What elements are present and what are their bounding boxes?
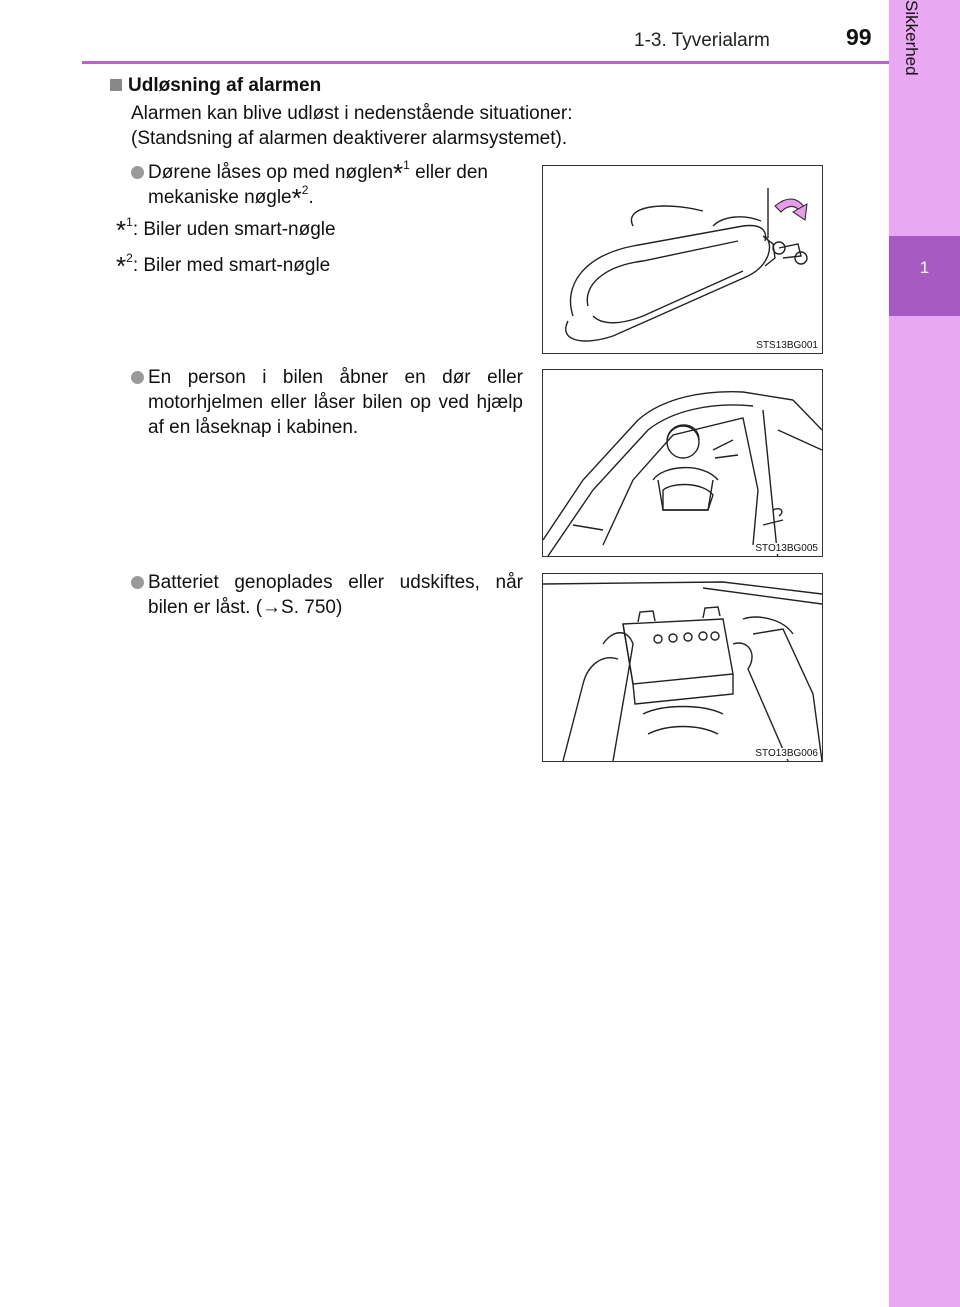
bullet-text: Dørene låses op med nøglen [148,162,394,183]
footnote-text: : Biler uden smart-nøgle [132,219,336,240]
figure-door-handle [542,165,823,354]
footnote-number: 2 [126,251,133,265]
car-interior-illustration [543,370,822,556]
bullet-text [131,570,523,620]
arrow-right-icon: → [262,597,282,618]
footnote-star: * [393,158,404,188]
round-bullet-icon [131,576,144,589]
subsection-heading [110,75,321,97]
bullet-item-battery [131,570,523,620]
bullet-text: mekaniske nøgle [148,187,292,208]
door-handle-illustration [543,166,822,353]
figure-code: STS13BG001 [756,340,818,351]
footnote-2 [116,251,331,281]
footnote-ref: 2 [301,183,309,197]
chapter-title [889,0,960,1307]
footnote-star: * [291,183,302,213]
footnote-star: * [116,251,127,281]
footnote-text: : Biler med smart-nøgle [132,255,331,276]
figure-code: STO13BG006 [755,748,818,759]
intro-line-2: (Standsning af alarmen deaktiverer alarmsystemet). [131,128,568,149]
bullet-text: . [308,187,314,208]
battery-illustration [543,574,822,761]
section-title: 1-3. Tyverialarm [634,30,770,51]
header-divider [82,61,889,64]
footnote-ref: 1 [403,158,410,172]
footnote-1 [116,215,336,245]
figure-code: STO13BG005 [755,543,818,554]
chapter-number: 1 [919,258,930,277]
bullet-text: eller den [409,162,488,183]
chapter-title-label: Sikkerhed [902,0,921,76]
intro-line-1: Alarmen kan blive udløst i nedenstående situationer: [131,103,573,124]
footnote-number: 1 [126,215,133,229]
footnote-star: * [116,215,127,245]
figure-person-in-car [542,369,823,557]
bullet-text: En person i bilen åbner en dør eller motorhjelmen eller låser bilen op ved hjælp af en låseknap i kabinen. [148,367,523,438]
page-reference-link[interactable]: S. 750) [281,597,343,618]
round-bullet-icon [131,166,144,179]
round-bullet-icon [131,371,144,384]
square-bullet-icon [110,79,122,91]
intro-paragraph [131,101,651,151]
page-number: 99 [846,24,872,50]
bullet-item-person-inside [131,365,523,440]
bullet-item-key-unlock [131,158,523,213]
figure-battery [542,573,823,762]
bullet-text-part: Batteriet genoplades eller udskiftes, når bilen er låst. ( [148,572,523,618]
heading-text: Udløsning af alarmen [128,75,322,96]
